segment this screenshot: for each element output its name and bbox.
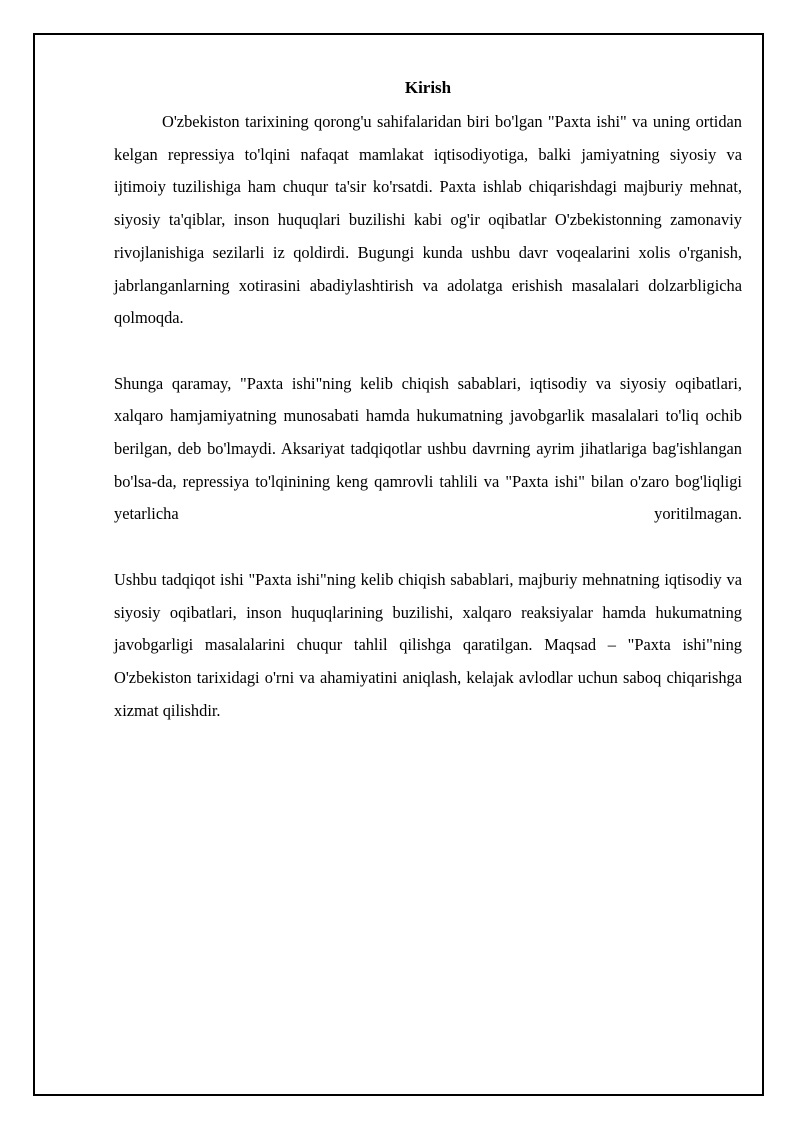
paragraph-gap: [114, 335, 742, 368]
paragraph-2: Shunga qaramay, "Paxta ishi"ning kelib chiqish sabablari, iqtisodiy va siyosiy oqibatlari, xalqaro hamjamiyatning munosabati hamda hukumatning javobgarlik masalalari to'liq ochib berilgan, deb bo'lmaydi. Aksariyat tadqiqotlar ushbu davrning ayrim jihatlariga bag'ishlangan bo'lsa-da, repressiya to'lqinining keng qamrovli tahlili va "Paxta ishi" bilan o'zaro bog'liqligi yetarlicha yoritilmagan.: [114, 373, 742, 524]
paragraph-1: O'zbekiston tarixining qorong'u sahifalaridan biri bo'lgan "Paxta ishi" va uning ortidan kelgan repressiya to'lqini nafaqat mamlakat iqtisodiyotiga, balki jamiyatning siyosiy va ijtimoiy tuzilishiga ham chuqur ta'sir ko'rsatdi. Paxta ishlab chiqarishdagi majburiy mehnat, siyosiy ta'qiblar, inson huquqlari buzilishi kabi og'ir oqibatlar O'zbekistonning zamonaviy rivojlanishiga sezilarli iz qoldirdi. Bugungi kunda ushbu davr voqealarini xolis o'rganish, jabrlanganlarning xotirasini abadiylashtirish va adolatga erishish masalalari dolzarbligicha qolmoqda.: [114, 112, 742, 328]
paragraph-gap: [114, 531, 742, 564]
paragraph-3: Ushbu tadqiqot ishi "Paxta ishi"ning kelib chiqish sabablari, majburiy mehnatning iqtisodiy va siyosiy oqibatlari, inson huquqlarining buzilishi, xalqaro reaksiyalar hamda hukumatning javobgarligi masalalarini chuqur tahlil qilishga qaratilgan. Maqsad – "Paxta ishi"ning O'zbekiston tarixidagi o'rni va ahamiyatini aniqlash, kelajak avlodlar uchun saboq chiqarishga xizmat qilishdir.: [114, 569, 742, 720]
document-body: [114, 74, 742, 727]
section-heading: Kirish: [404, 78, 452, 97]
